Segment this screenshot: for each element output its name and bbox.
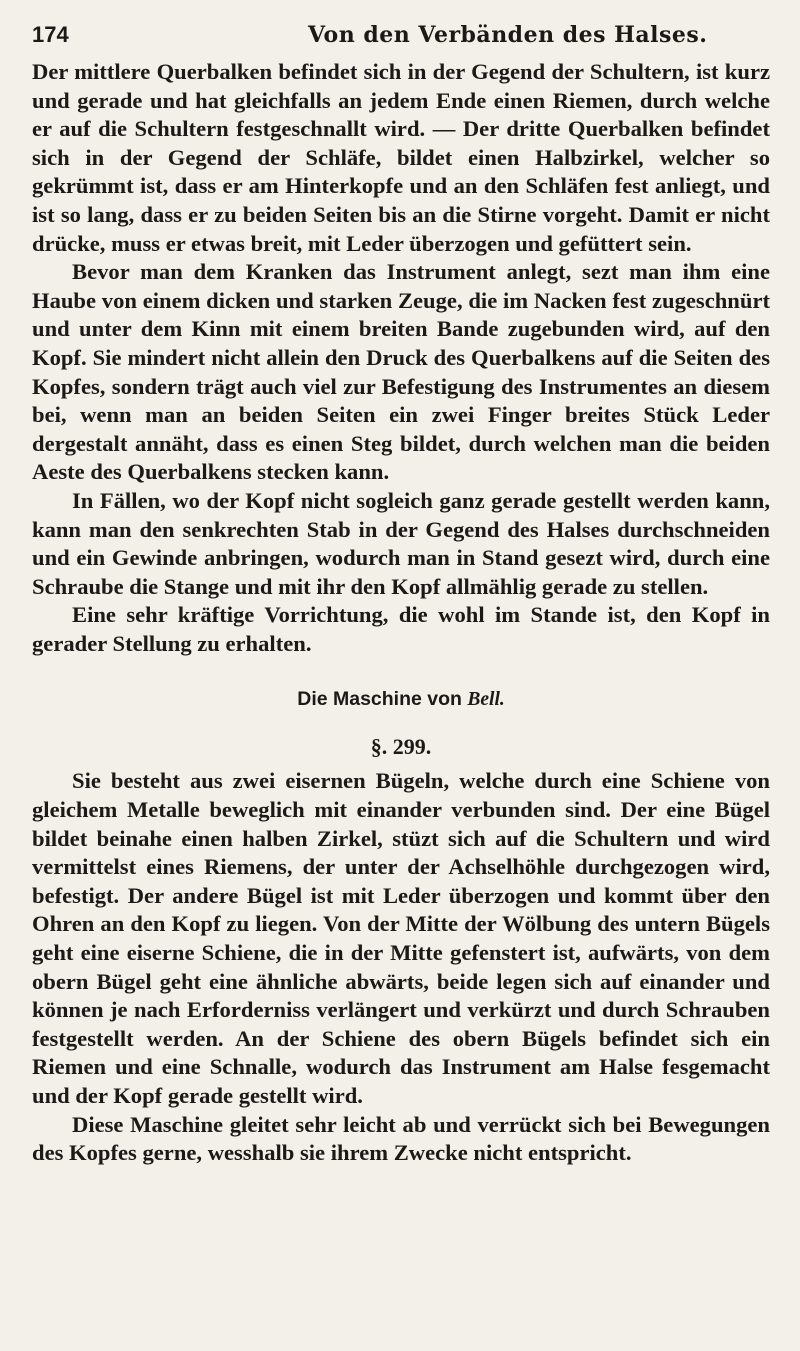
section-number: §. 299. (370, 734, 432, 760)
page-number: 174 (32, 22, 69, 47)
body-text (32, 58, 770, 1168)
paragraph-6: Diese Maschine gleitet sehr leicht ab und verrückt sich bei Bewegungen des Kopfes gerne, wesshalb sie ihrem Zwecke nicht entspricht. (32, 1111, 770, 1166)
paragraph-2: Bevor man dem Kranken das Instrument anlegt, sezt man ihm eine Haube von einem dicken und starken Zeuge, die im Nacken fest zugeschnürt und unter dem Kinn mit einem breiten Bande zugebunden wird, auf den Kopf. Sie mindert nicht allein den Druck des Querbalkens auf die Seiten des Kopfes, sondern trägt auch viel zur Befestigung des Instrumentes an diesem bei, wenn man an beiden Seiten ein zwei Finger breites Stück Leder dergestalt annäht, dass es einen Steg bildet, durch welchen man die beiden Aeste des Querbalkens stecken kann. (32, 259, 770, 485)
section-heading-author: Bell. (467, 689, 505, 711)
paragraph-4: Eine sehr kräftige Vorrichtung, die wohl im Stande ist, den Kopf in gerader Stellung zu erhalten. (32, 602, 770, 656)
paragraph-1: Der mittlere Querbalken befindet sich in der Gegend der Schultern, ist kurz und gerade und hat gleichfalls an jedem Ende einen Riemen, durch welche er auf die Schultern festgeschnallt wird. — Der dritte Querbalken befindet sich in der Gegend der Schläfe, bildet einen Halbzirkel, welcher so gekrümmt ist, dass er am Hinterkopfe und an den Schläfen fest anliegt, und ist so lang, dass er zu beiden Seiten bis an die Stirne vorgeht. Damit er nicht drücke, muss er etwas breit, mit Leder überzogen und gefüttert sein. (32, 59, 770, 256)
paragraph-3: In Fällen, wo der Kopf nicht sogleich ganz gerade gestellt werden kann, kann man den senkrechten Stab in der Gegend des Halses durchschneiden und ein Gewinde anbringen, wodurch man in Stand gesezt wird, durch eine Schraube die Stange und mit ihr den Kopf allmählig gerade zu stellen. (32, 487, 770, 599)
section-heading-prefix: Die Maschine von (297, 688, 462, 711)
paragraph-5: Sie besteht aus zwei eisernen Bügeln, welche durch eine Schiene von gleichem Metalle beweglich mit einander verbunden sind. Der eine Bügel bildet beinahe einen halben Zirkel, stüzt sich auf die Schultern und wird vermittelst eines Riemens, der unter der Achselhöhle durchgezogen wird, befestigt. Der andere Bügel ist mit Leder überzogen und kommt über den Ohren an den Kopf zu liegen. Von der Mitte der Wölbung des untern Bügels geht eine eiserne Schiene, die in der Mitte gefenstert ist, aufwärts, von dem obern Bügel geht eine ähnliche abwärts, beide legen sich auf einander und können je nach Erforderniss verlängert und verkürzt und durch Schrauben festgestellt werden. An der Schiene des obern Bügels befindet sich ein Riemen und eine Schnalle, wodurch das Instrument am Halse fesgemacht und der Kopf gerade gestellt wird. (32, 768, 770, 1108)
running-title: Von den Verbänden des Halses. (308, 22, 708, 48)
section-heading (32, 686, 770, 713)
running-head (32, 22, 768, 56)
